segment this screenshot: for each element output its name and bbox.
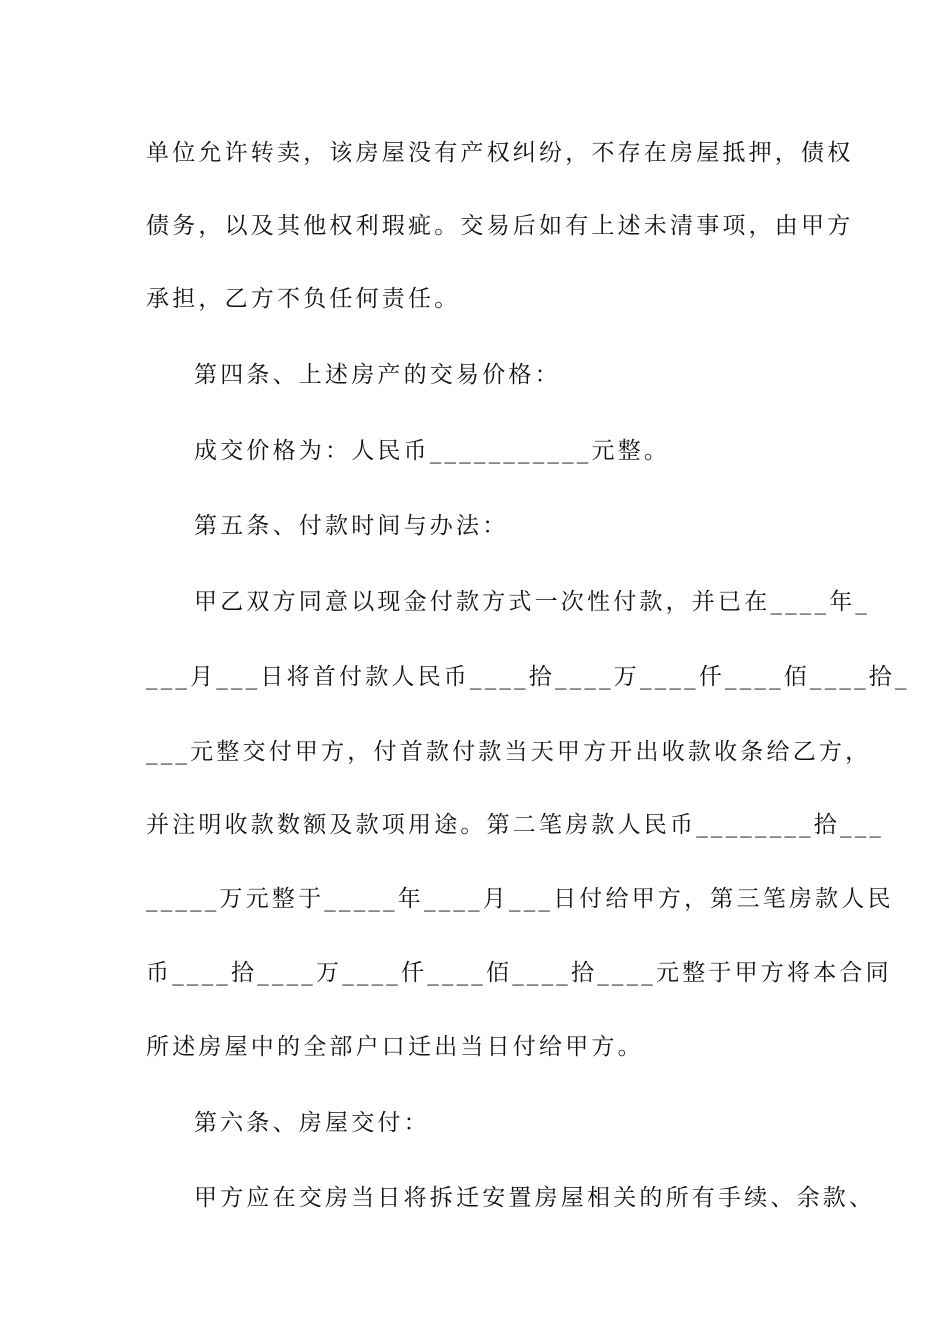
body-text-line: 单位允许转卖，该房屋没有产权纠纷，不存在房屋抵押，债权 — [146, 140, 854, 166]
body-text-line: _____万元整于_____年____月___日付给甲方，第三笔房款人民 — [146, 886, 894, 912]
body-text-line: ___元整交付甲方，付首款付款当天甲方开出收款收条给乙方， — [146, 739, 872, 765]
body-text-line: 币____拾____万____仟____佰____拾____元整于甲方将本合同 — [146, 960, 892, 986]
body-text-line: 成交价格为：人民币___________元整。 — [194, 438, 671, 464]
article-heading: 第四条、上述房产的交易价格： — [194, 362, 561, 388]
body-text-line: 所述房屋中的全部户口迁出当日付给甲方。 — [146, 1034, 644, 1060]
article-heading: 第六条、房屋交付： — [194, 1110, 430, 1136]
article-heading: 第五条、付款时间与办法： — [194, 513, 509, 539]
body-text-line: 债务，以及其他权利瑕疵。交易后如有上述未清事项，由甲方 — [146, 213, 854, 239]
body-text-line: ___月___日将首付款人民币____拾____万____仟____佰____拾_ — [146, 664, 910, 690]
body-text-line: 并注明收款数额及款项用途。第二笔房款人民币________拾___ — [146, 812, 885, 838]
body-text-line: 甲方应在交房当日将拆迁安置房屋相关的所有手续、余款、 — [194, 1185, 876, 1211]
body-text-line: 甲乙双方同意以现金付款方式一次性付款，并已在____年_ — [194, 589, 871, 615]
body-text-line: 承担，乙方不负任何责任。 — [146, 286, 461, 312]
